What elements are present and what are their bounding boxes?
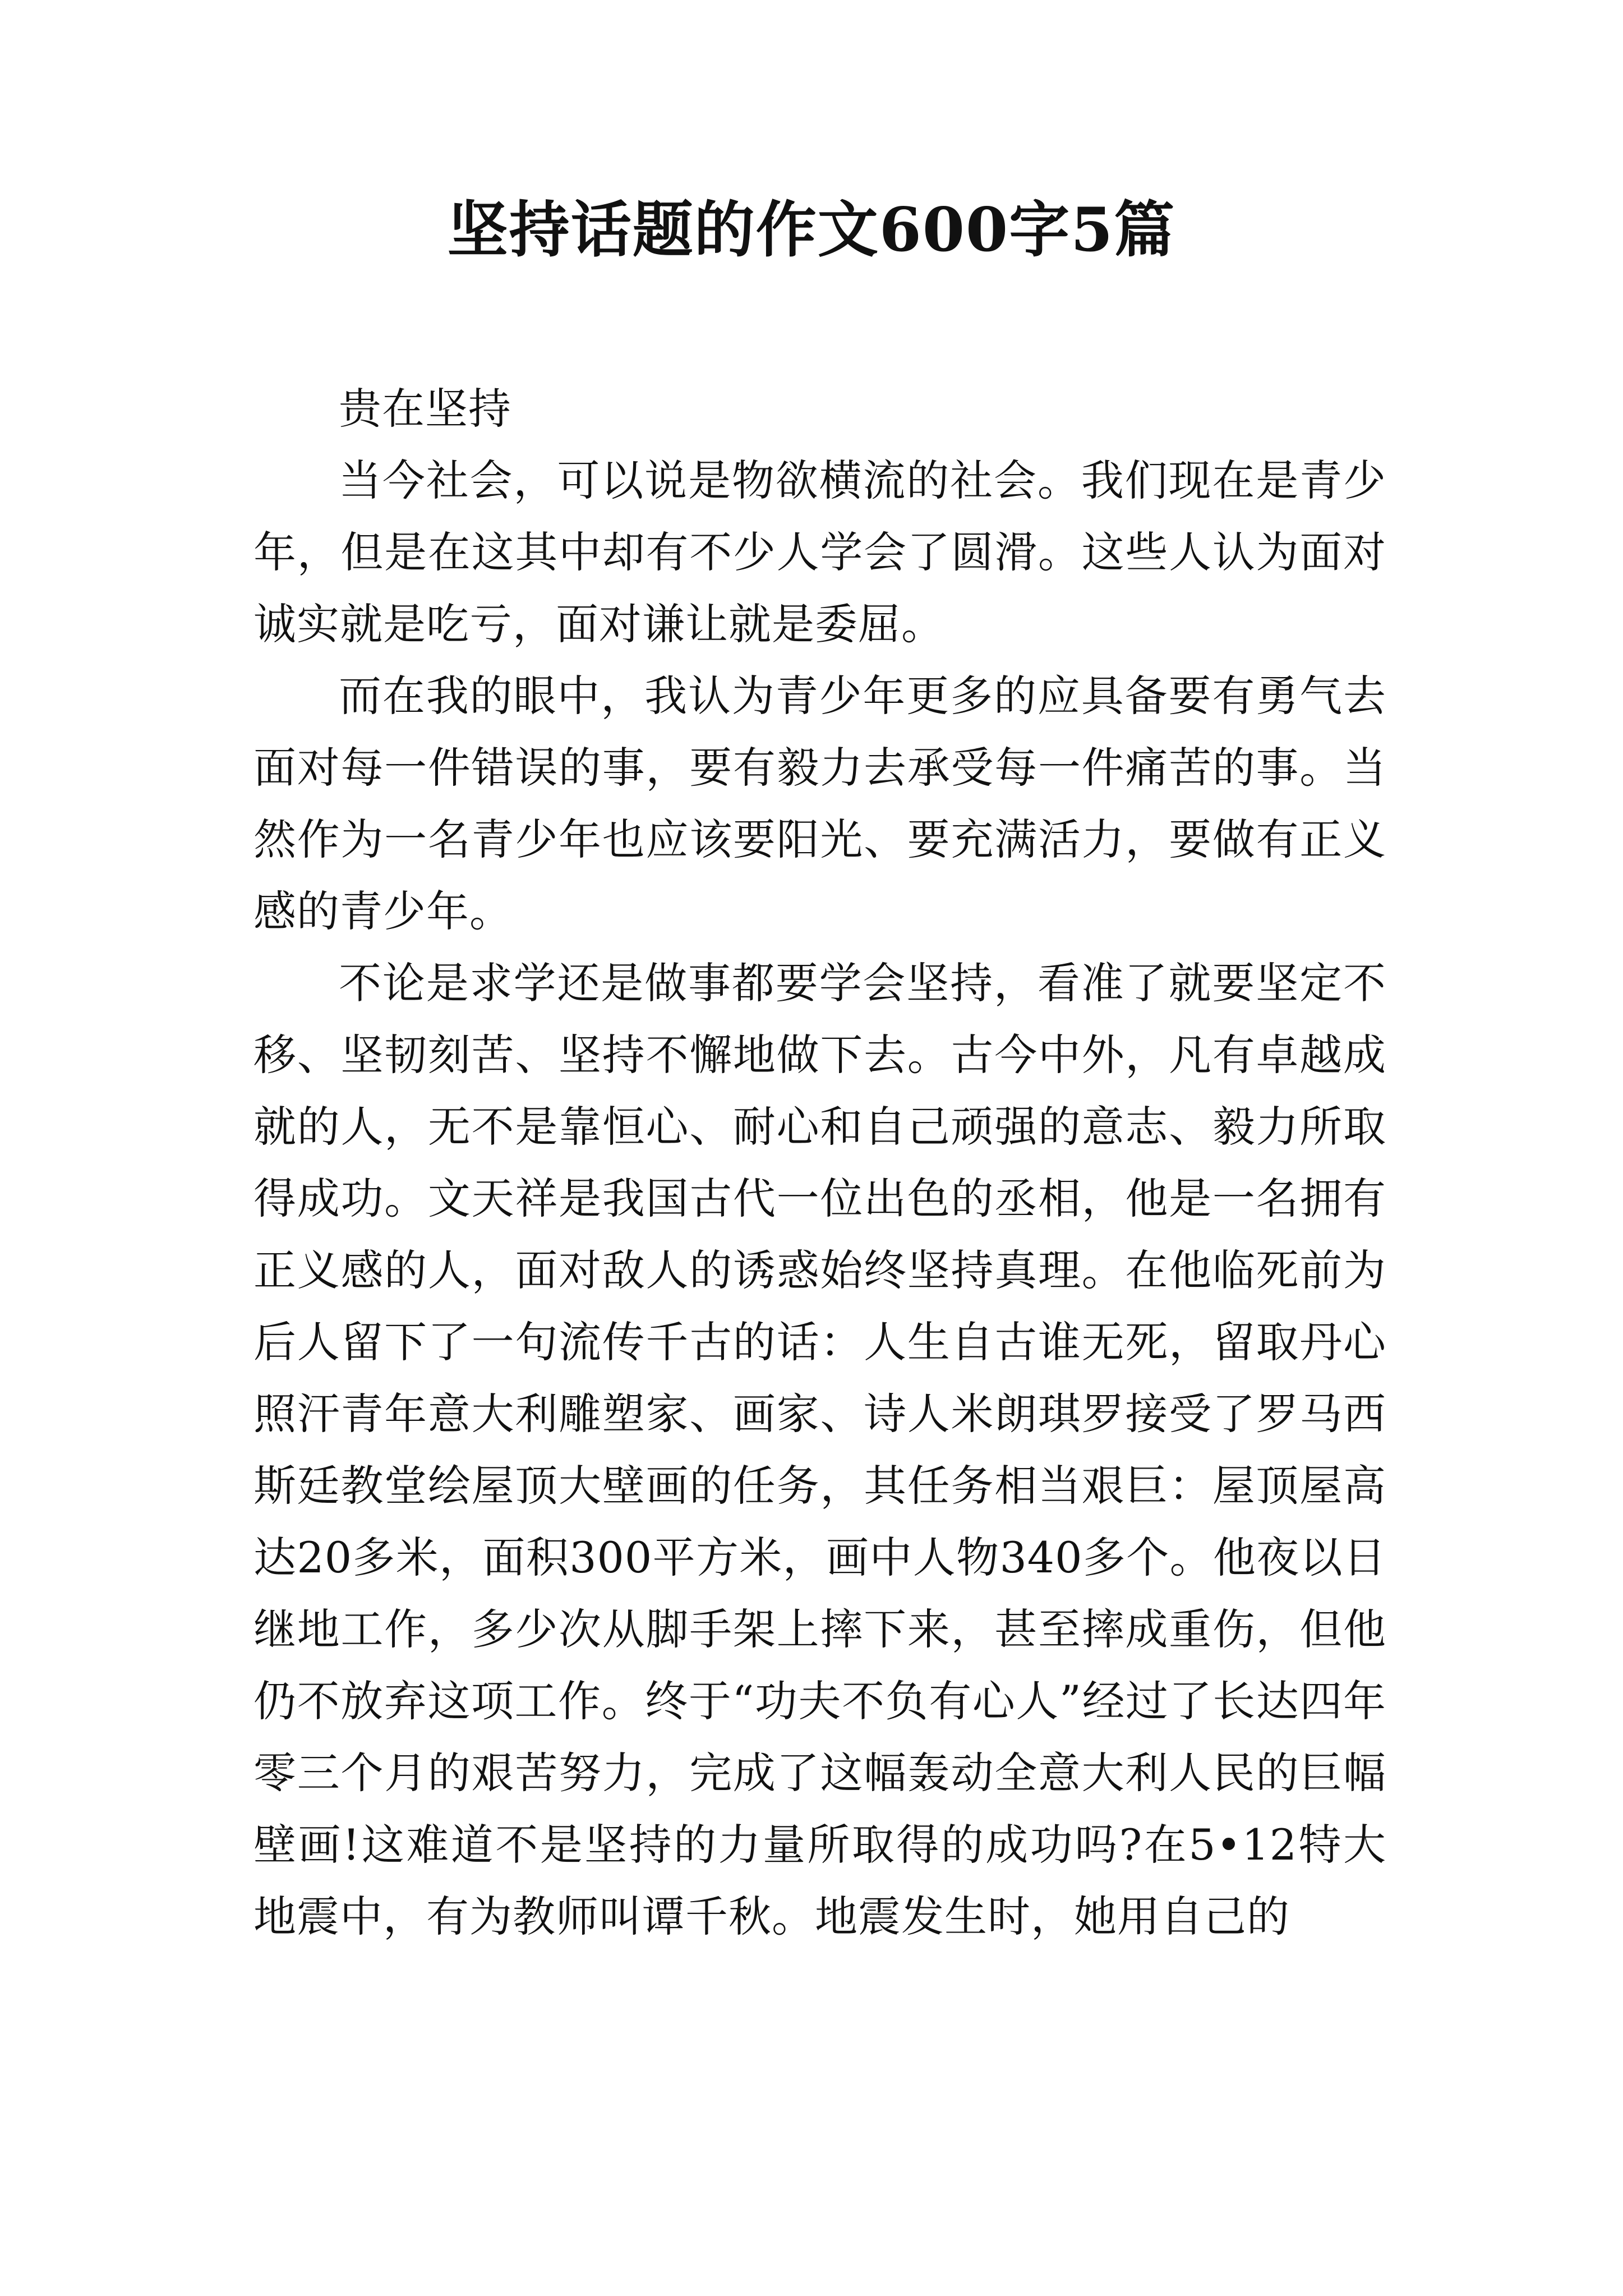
paragraph: 不论是求学还是做事都要学会坚持，看准了就要坚定不移、坚韧刻苦、坚持不懈地做下去。古今中外，凡有卓越成就的人，无不是靠恒心、耐心和自己顽强的意志、毅力所取得成功。文天祥是我国古代一位出色的丞相，他是一名拥有正义感的人，面对敌人的诱惑始终坚持真理。在他临死前为后人留下了一句流传千古的话：人生自古谁无死，留取丹心照汗青年意大利雕塑家、画家、诗人米朗琪罗接受了罗马西斯廷教堂绘屋顶大壁画的任务，其任务相当艰巨：屋顶屋高达20多米，面积300平方米，画中人物340多个。他夜以日继地工作，多少次从脚手架上摔下来，甚至摔成重伤，但他仍不放弃这项工作。终于“功夫不负有心人”经过了长达四年零三个月的艰苦努力，完成了这幅轰动全意大利人民的巨幅壁画!这难道不是坚持的力量所取得的成功吗?在5•12特大地震中，有为教师叫谭千秋。地震发生时，她用自己的 xyxy=(253,958,1386,1941)
paragraph: 而在我的眼中，我认为青少年更多的应具备要有勇气去面对每一件错误的事，要有毅力去承受每一件痛苦的事。当然作为一名青少年也应该要阳光、要充满活力，要做有正义感的青少年。 xyxy=(253,671,1386,936)
paragraph: 当今社会，可以说是物欲横流的社会。我们现在是青少年，但是在这其中却有不少人学会了圆滑。这些人认为面对诚实就是吃亏，面对谦让就是委屈。 xyxy=(253,455,1386,649)
essay-heading: 贵在坚持 xyxy=(339,384,511,434)
document-body xyxy=(253,373,1386,1953)
document-title: 坚持话题的作文600字5篇 xyxy=(447,195,1176,265)
